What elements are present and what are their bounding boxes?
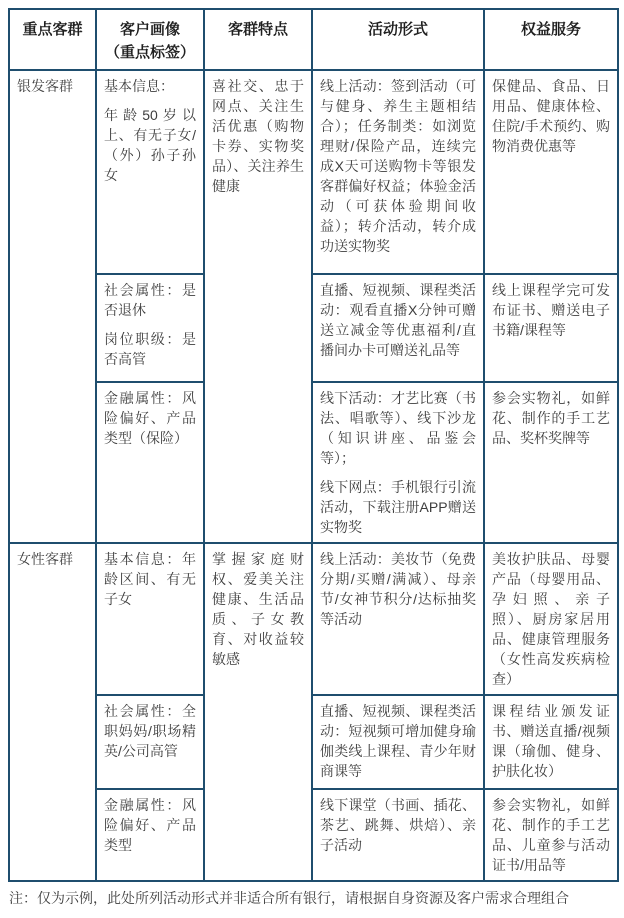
header-label-benefits: 权益服务 — [520, 21, 581, 38]
header-label-segment: 重点客群 — [22, 21, 83, 38]
profile-text: 基本信息：年龄区间、有无子女 — [104, 551, 196, 607]
profile-cell — [96, 70, 204, 274]
segment-cell-female — [9, 543, 96, 881]
profile-text: 社会属性：是否退休 — [104, 282, 196, 318]
table-row — [9, 543, 618, 695]
traits-cell-female — [204, 543, 312, 881]
header-label-profile: 客户画像 — [119, 21, 180, 38]
header-cell-benefits — [484, 9, 618, 70]
activities-cell — [312, 695, 484, 789]
benefits-text: 参会实物礼，如鲜花、制作的手工艺品、儿童参与活动证书/用品等 — [492, 797, 610, 873]
activities-text: 线上活动：美妆节（免费分期/买赠/满减）、母亲节/女神节积分/达标抽奖等活动 — [320, 551, 476, 627]
benefits-cell — [484, 70, 618, 274]
header-label-traits: 客群特点 — [227, 21, 288, 38]
header-sublabel-profile: （重点标签） — [104, 44, 195, 61]
segment-name: 女性客群 — [17, 551, 73, 567]
profile-text: 社会属性：全职妈妈/职场精英/公司高管 — [104, 703, 196, 759]
traits-text: 掌握家庭财权、爱美关注健康、生活品质、子女教育、对收益较敏感 — [212, 551, 304, 667]
benefits-cell — [484, 789, 618, 881]
benefits-text: 保健品、食品、日用品、健康体检、住院/手术预约、购物消费优惠等 — [492, 78, 610, 154]
header-label-activities: 活动形式 — [367, 21, 428, 38]
activities-cell — [312, 382, 484, 543]
header-cell-segment — [9, 9, 96, 70]
profile-cell — [96, 382, 204, 543]
activities-text: 线上活动：签到活动（可与健身、养生主题相结合）；任务制类：如浏览理财/保险产品，连续完成X天可送购物卡等银发客群偏好权益；体验金活动（可获体验期间收益）；转介活动，转介成功送实物奖 — [320, 78, 476, 254]
benefits-cell — [484, 274, 618, 382]
profile-text: 基本信息： — [104, 78, 174, 94]
header-cell-activities — [312, 9, 484, 70]
benefits-cell — [484, 382, 618, 543]
segment-cell-silver — [9, 70, 96, 543]
table-row — [9, 70, 618, 274]
customer-segments-table — [8, 8, 619, 882]
table-row — [9, 382, 618, 543]
profile-cell — [96, 789, 204, 881]
header-cell-profile — [96, 9, 204, 70]
activities-text: 直播、短视频、课程类活动：观看直播X分钟可赠送立减金等优惠福利/直播间办卡可赠送礼品等 — [320, 282, 476, 358]
benefits-text: 美妆护肤品、母婴产品（母婴用品、孕妇照、亲子照）、厨房家居用品、健康管理服务（女性高发疾病检查） — [492, 551, 610, 687]
profile-text: 金融属性：风险偏好、产品类型（保险） — [104, 390, 196, 446]
profile-cell — [96, 543, 204, 695]
footnote: 注：仅为示例，此处所列活动形式并非适合所有银行，请根据自身资源及客户需求合理组合 — [9, 890, 569, 906]
activities-text: 线下活动：才艺比赛（书法、唱歌等）、线下沙龙（知识讲座、品鉴会等）； — [320, 390, 476, 466]
activities-text: 直播、短视频、课程类活动：短视频可增加健身瑜伽类线上课程、青少年财商课等 — [320, 703, 476, 779]
activities-cell — [312, 70, 484, 274]
activities-cell — [312, 789, 484, 881]
header-cell-traits — [204, 9, 312, 70]
benefits-cell — [484, 543, 618, 695]
activities-cell — [312, 543, 484, 695]
table-row — [9, 274, 618, 382]
traits-text: 喜社交、忠于网点、关注生活优惠（购物卡券、实物奖品）、关注养生健康 — [212, 78, 304, 194]
benefits-text: 参会实物礼，如鲜花、制作的手工艺品、奖杯奖牌等 — [492, 390, 610, 446]
table-header-row — [9, 9, 618, 70]
profile-cell — [96, 274, 204, 382]
profile-text: 岗位职级：是否高管 — [104, 331, 196, 367]
traits-cell-silver — [204, 70, 312, 543]
profile-text: 年龄50岁以上、有无子女/（外）孙子孙女 — [104, 107, 196, 183]
benefits-text: 课程结业颁发证书、赠送直播/视频课（瑜伽、健身、护肤化妆） — [492, 703, 610, 779]
profile-text: 金融属性：风险偏好、产品类型 — [104, 797, 196, 853]
activities-text: 线下网点：手机银行引流活动，下载注册APP赠送实物奖 — [320, 479, 476, 535]
segment-name: 银发客群 — [17, 78, 73, 94]
profile-cell — [96, 695, 204, 789]
table-row — [9, 789, 618, 881]
table-row — [9, 695, 618, 789]
benefits-cell — [484, 695, 618, 789]
activities-text: 线下课堂（书画、插花、茶艺、跳舞、烘焙）、亲子活动 — [320, 797, 476, 853]
benefits-text: 线上课程学完可发布证书、赠送电子书籍/课程等 — [492, 282, 610, 338]
activities-cell — [312, 274, 484, 382]
